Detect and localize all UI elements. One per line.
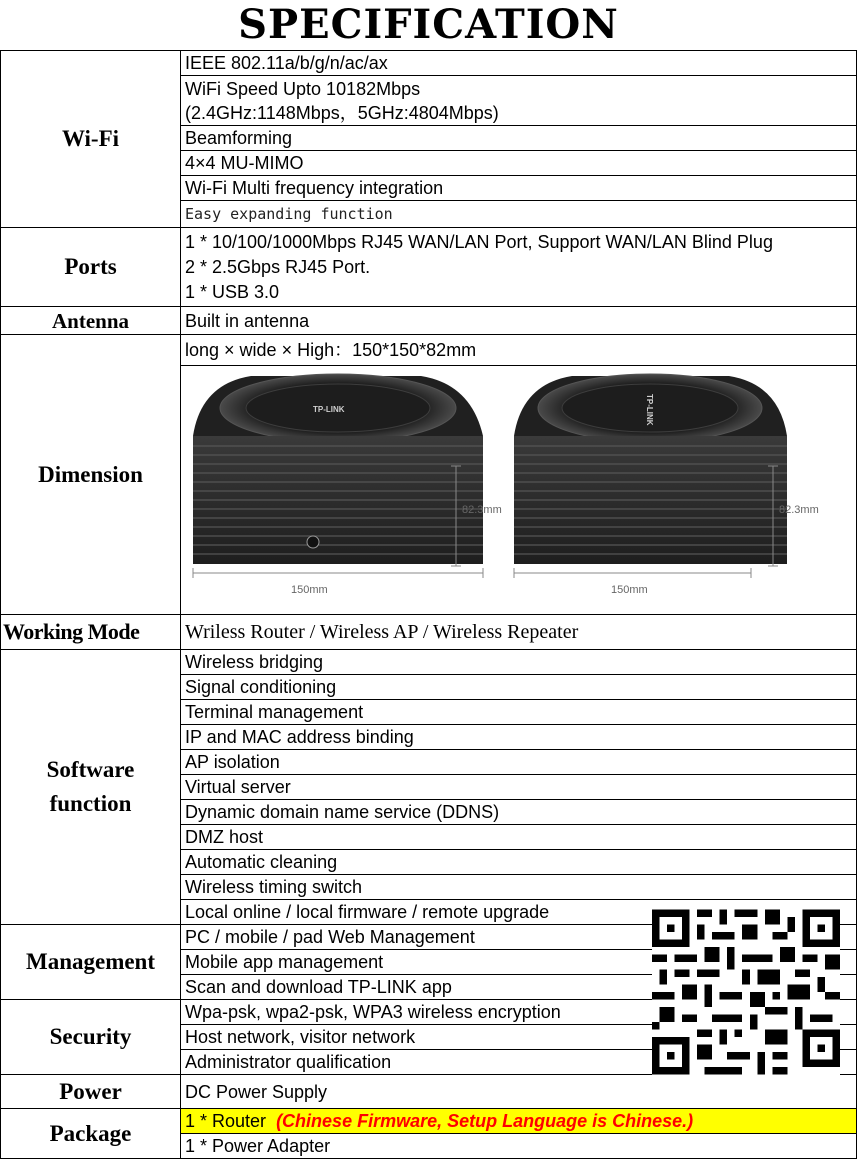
power-row [1,1075,857,1109]
package-label: Package [1,1109,181,1159]
width-label-right: 150mm [611,584,648,596]
router-right-brand: TP-LINK [645,394,654,426]
router-right-icon [514,374,787,578]
antenna-item: Built in antenna [181,307,857,335]
security-item: Host network, visitor network [181,1025,857,1050]
dimension-row [1,335,857,366]
management-label: Management [1,925,181,1000]
security-item: Wpa-psk, wpa2-psk, WPA3 wireless encryption [181,1000,857,1025]
package-item-router [181,1109,857,1134]
software-item: IP and MAC address binding [181,725,857,750]
power-item: DC Power Supply [181,1075,857,1109]
software-item: Wireless timing switch [181,875,857,900]
dimension-item: long × wide × High：150*150*82mm [181,335,857,366]
management-item: Mobile app management [181,950,857,975]
router-left-brand: TP-LINK [313,405,345,414]
wifi-item: Easy expanding function [181,201,857,228]
wifi-label: Wi-Fi [1,51,181,228]
software-item: Signal conditioning [181,675,857,700]
ports-item: 1 * 10/100/1000Mbps RJ45 WAN/LAN Port, Support WAN/LAN Blind Plug [185,231,773,252]
antenna-row [1,307,857,335]
software-item: Wireless bridging [181,650,857,675]
software-item: Local online / local firmware / remote upgrade [181,900,857,925]
height-label-right: 82.3mm [779,504,819,516]
wifi-item: Wi-Fi Multi frequency integration [181,176,857,201]
wifi-speed-detail: (2.4GHz:1148Mbps，5GHz:4804Mbps) [185,102,499,123]
wifi-speed-line: WiFi Speed Upto 10182Mbps [185,78,421,99]
package-item-adapter: 1 * Power Adapter [181,1134,857,1159]
router-left-icon [193,374,483,578]
dimension-label: Dimension [1,335,181,615]
qr-code-icon [652,908,840,1076]
software-label-line2: function [49,791,132,816]
management-item: Scan and download TP-LINK app [181,975,857,1000]
height-label-left: 82.3mm [462,504,502,516]
security-item: Administrator qualification [181,1050,857,1075]
software-item: Virtual server [181,775,857,800]
ports-row [1,228,857,307]
ports-item: 2 * 2.5Gbps RJ45 Port. [185,256,371,277]
router-illustration [181,366,856,614]
software-item: AP isolation [181,750,857,775]
software-label-line1: Software [46,757,135,782]
router-diagram [181,366,856,614]
ports-cell [181,228,857,307]
page-title: SPECIFICATION [238,1,619,48]
software-label [1,650,181,925]
dimension-image-cell [181,366,857,615]
working-mode-item: Wriless Router / Wireless AP / Wireless Repeater [181,615,857,650]
software-item: DMZ host [181,825,857,850]
package-router-text: 1 * Router [185,1111,267,1131]
security-label: Security [1,1000,181,1075]
package-firmware-note: (Chinese Firmware, Setup Language is Chinese.) [276,1111,694,1131]
working-mode-row [1,615,857,650]
antenna-label: Antenna [1,307,181,335]
wifi-item: IEEE 802.11a/b/g/n/ac/ax [181,51,857,76]
wifi-row [1,51,857,76]
wifi-item [181,76,857,126]
package-row [1,1109,857,1134]
working-mode-label: Working Mode [1,615,181,650]
wifi-item: 4×4 MU-MIMO [181,151,857,176]
power-label: Power [1,1075,181,1109]
software-row [1,650,857,675]
management-item: PC / mobile / pad Web Management [181,925,857,950]
ports-label: Ports [1,228,181,307]
ports-item: 1 * USB 3.0 [185,281,280,302]
software-item: Dynamic domain name service (DDNS) [181,800,857,825]
width-label-left: 150mm [291,584,328,596]
qr-code [652,908,840,1076]
software-item: Automatic cleaning [181,850,857,875]
software-item: Terminal management [181,700,857,725]
wifi-item: Beamforming [181,126,857,151]
